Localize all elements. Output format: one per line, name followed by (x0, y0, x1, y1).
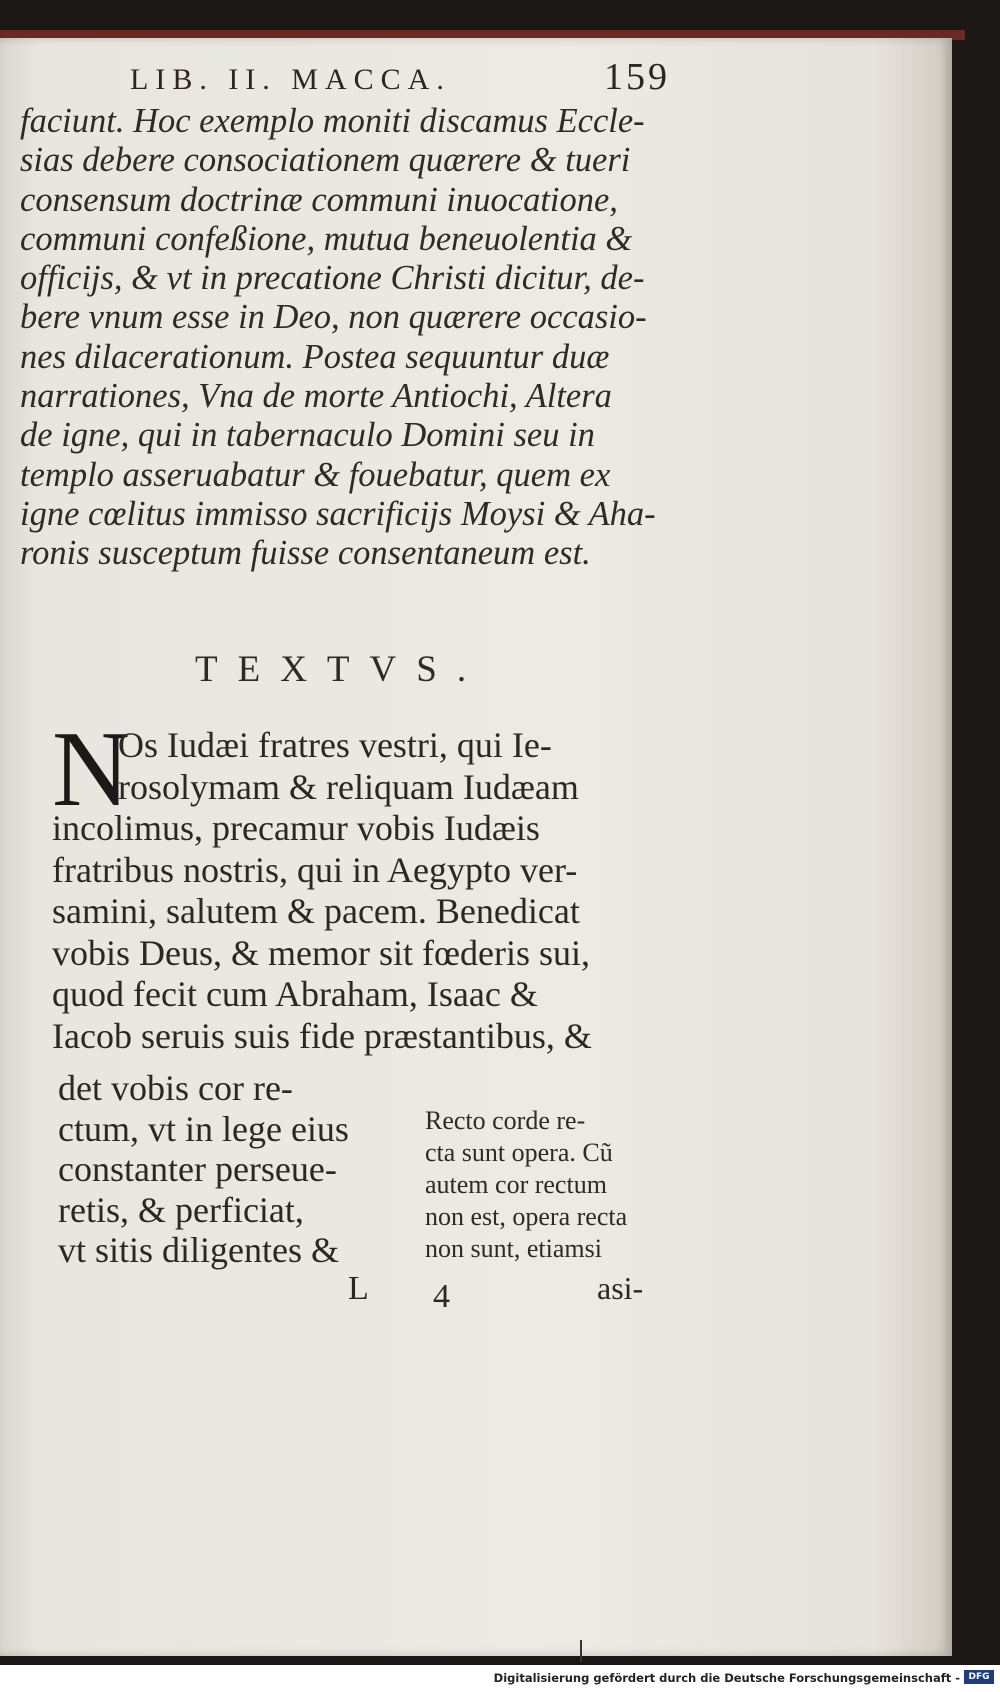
commentary-line: nes dilacerationum. Postea sequuntur duæ (20, 337, 610, 376)
binding-thread (580, 1640, 582, 1662)
commentary-paragraph (20, 102, 675, 574)
text-column (58, 1068, 388, 1271)
note-line: non est, opera recta (425, 1202, 628, 1231)
note-line: non sunt, etiamsi (425, 1234, 602, 1263)
marginal-note (425, 1105, 685, 1265)
note-line: cta sunt opera. Cũ (425, 1138, 613, 1167)
note-line: Recto corde re- (425, 1106, 586, 1135)
signature-mark: L (348, 1270, 369, 1307)
commentary-line: de igne, qui in tabernaculo Domini seu in (20, 416, 595, 455)
commentary-line: sias debere consociationem quærere & tueri (20, 141, 631, 180)
page-number: 159 (604, 56, 670, 98)
commentary-line: officijs, & vt in precatione Christi dicitur, de- (20, 259, 645, 298)
funding-credit: Digitalisierung gefördert durch die Deutsche Forschungsgemeinschaft - (493, 1671, 960, 1685)
dfg-logo-icon: DFG (964, 1670, 994, 1684)
page-header (130, 55, 670, 99)
column-line: det vobis cor re- (58, 1068, 293, 1108)
commentary-line: igne cœlitus immisso sacrificijs Moysi & Aha- (20, 494, 656, 533)
main-text-paragraph (52, 725, 692, 1057)
commentary-line: communi confeßione, mutua beneuolentia & (20, 219, 633, 258)
text-line: vobis Deus, & memor sit fœderis sui, (52, 932, 590, 973)
section-heading: TEXTVS. (195, 649, 487, 690)
commentary-line: consensum doctrinæ communi inuocatione, (20, 180, 618, 219)
text-line: quod fecit cum Abraham, Isaac & (52, 974, 538, 1014)
commentary-line: templo asseruabatur & fouebatur, quem ex (20, 455, 611, 494)
column-line: ctum, vt in lege eius (58, 1108, 349, 1149)
commentary-line: faciunt. Hoc exemplo moniti discamus Eccle- (20, 102, 645, 140)
text-line: Os Iudæi fratres vestri, qui Ie- (118, 725, 552, 765)
commentary-line: bere vnum esse in Deo, non quærere occasio- (20, 298, 647, 337)
commentary-line: narrationes, Vna de morte Antiochi, Altera (20, 377, 612, 416)
commentary-line: ronis susceptum fuisse consentaneum est. (20, 534, 591, 573)
text-line: fratribus nostris, qui in Aegypto ver- (52, 849, 578, 890)
footer-bar (0, 1665, 1000, 1692)
signature-number: 4 (433, 1278, 450, 1315)
catchword: asi- (597, 1270, 644, 1306)
column-line: vt sitis diligentes & (58, 1230, 340, 1270)
column-line: retis, & perficiat, (58, 1189, 304, 1230)
column-line: constanter perseue- (58, 1149, 337, 1189)
drop-cap-initial: N (52, 710, 130, 829)
text-line: rosolymam & reliquam Iudæam (118, 766, 579, 807)
text-line: samini, salutem & pacem. Benedicat (52, 891, 580, 931)
text-line: Iacob seruis suis fide præstantibus, & (52, 1015, 592, 1056)
running-title: LIB. II. MACCA. (130, 63, 451, 96)
note-line: autem cor rectum (425, 1170, 607, 1199)
text-line: incolimus, precamur vobis Iudæis (52, 808, 540, 848)
